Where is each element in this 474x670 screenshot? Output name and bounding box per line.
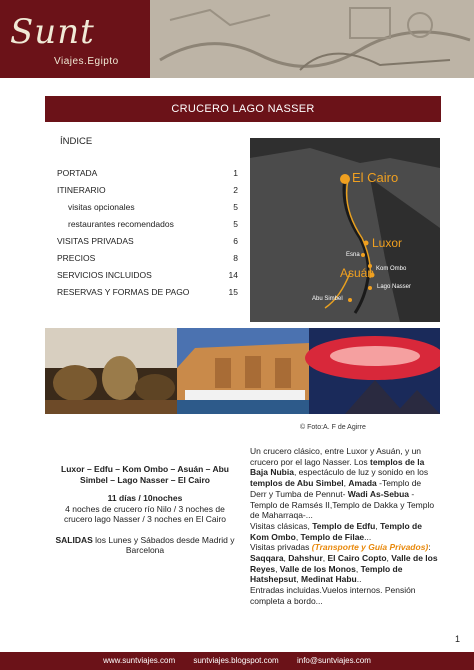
- toc-item-servicios[interactable]: SERVICIOS INCLUIDOS 14: [57, 270, 238, 280]
- description-paragraph-2: Visitas clásicas, Templo de Edfu, Templo de Kom Ombo, Templo de Filae...: [250, 520, 422, 542]
- trip-description: [250, 446, 440, 607]
- toc-item-reservas[interactable]: RESERVAS Y FORMAS DE PAGO 15: [57, 287, 238, 297]
- footer: [0, 652, 474, 670]
- photo-caption: © Foto:A. F de Agirre: [300, 424, 366, 431]
- toc-item-restaurantes[interactable]: restaurantes recomendados 5: [68, 219, 238, 229]
- map-label-cairo: El Cairo: [352, 170, 399, 185]
- toc-item-portada[interactable]: PORTADA 1: [57, 168, 238, 178]
- logo[interactable]: Sunt: [10, 12, 95, 52]
- map-label-aswan: Asuán: [340, 266, 375, 280]
- map-label-abu-simbel: Abu Simbel: [312, 296, 343, 302]
- photo-strip: [45, 328, 440, 414]
- logo-subtitle: Viajes.Egipto: [54, 56, 119, 67]
- trip-summary: [55, 464, 235, 556]
- map-label-kom-ombo: Kom Ombo: [376, 266, 407, 272]
- page-title: CRUCERO LAGO NASSER: [45, 96, 441, 122]
- route-text: Luxor – Edfu – Kom Ombo – Asuán – Abu Simbel – Lago Nasser – El Cairo: [61, 464, 229, 485]
- footer-email-link[interactable]: info@suntviajes.com: [296, 656, 371, 665]
- header-banner: [0, 0, 474, 78]
- page-number: 1: [454, 634, 460, 644]
- footer-blog-link[interactable]: suntviajes.blogspot.com: [193, 656, 279, 665]
- departures-text: SALIDAS los Lunes y Sábados desde Madrid y Barcelona: [55, 534, 235, 555]
- map-label-luxor: Luxor: [372, 236, 403, 250]
- description-paragraph-3: Visitas privadas (Transporte y Guía Privados): Saqqara, Dahshur, El Cairo Copto, Valle de los Reyes, Valle de los Monos, Templo de Hatshepsut, Medinat Habu..: [250, 542, 438, 585]
- index-heading: ÍNDICE: [60, 136, 93, 147]
- footer-web-link[interactable]: www.suntviajes.com: [103, 656, 176, 665]
- toc-item-precios[interactable]: PRECIOS 8: [57, 253, 238, 263]
- egypt-map: [250, 138, 440, 322]
- map-label-lago-nasser: Lago Nasser: [377, 284, 412, 290]
- nights-text: 4 noches de crucero río Nilo / 3 noches de crucero lago Nasser / 3 noches en El Cairo: [63, 503, 227, 524]
- toc-item-itinerario[interactable]: ITINERARIO 2: [57, 185, 238, 195]
- header-relief-image: [150, 0, 474, 78]
- table-of-contents: [54, 168, 238, 304]
- map-label-esna: Esna: [346, 252, 360, 258]
- toc-item-visitas-privadas[interactable]: VISITAS PRIVADAS 6: [57, 236, 238, 246]
- description-paragraph-1: Un crucero clásico, entre Luxor y Asuán, y un crucero por el lago Nasser. Los templos de la Baja Nubia, espectáculo de luz y sonido en los templos de Abu Simbel, Amada -Templo de Derr y Tumba de Pennut- Wadi As-Sebua -Templo de Ramsés II,Templo de Dakka y Templo de Maharraqa-...: [250, 446, 435, 521]
- toc-item-visitas-opcionales[interactable]: visitas opcionales 5: [68, 202, 238, 212]
- duration-text: 11 días / 10noches: [107, 493, 183, 503]
- description-paragraph-4: Entradas incluidas.Vuelos internos. Pensión completa a bordo...: [250, 585, 416, 606]
